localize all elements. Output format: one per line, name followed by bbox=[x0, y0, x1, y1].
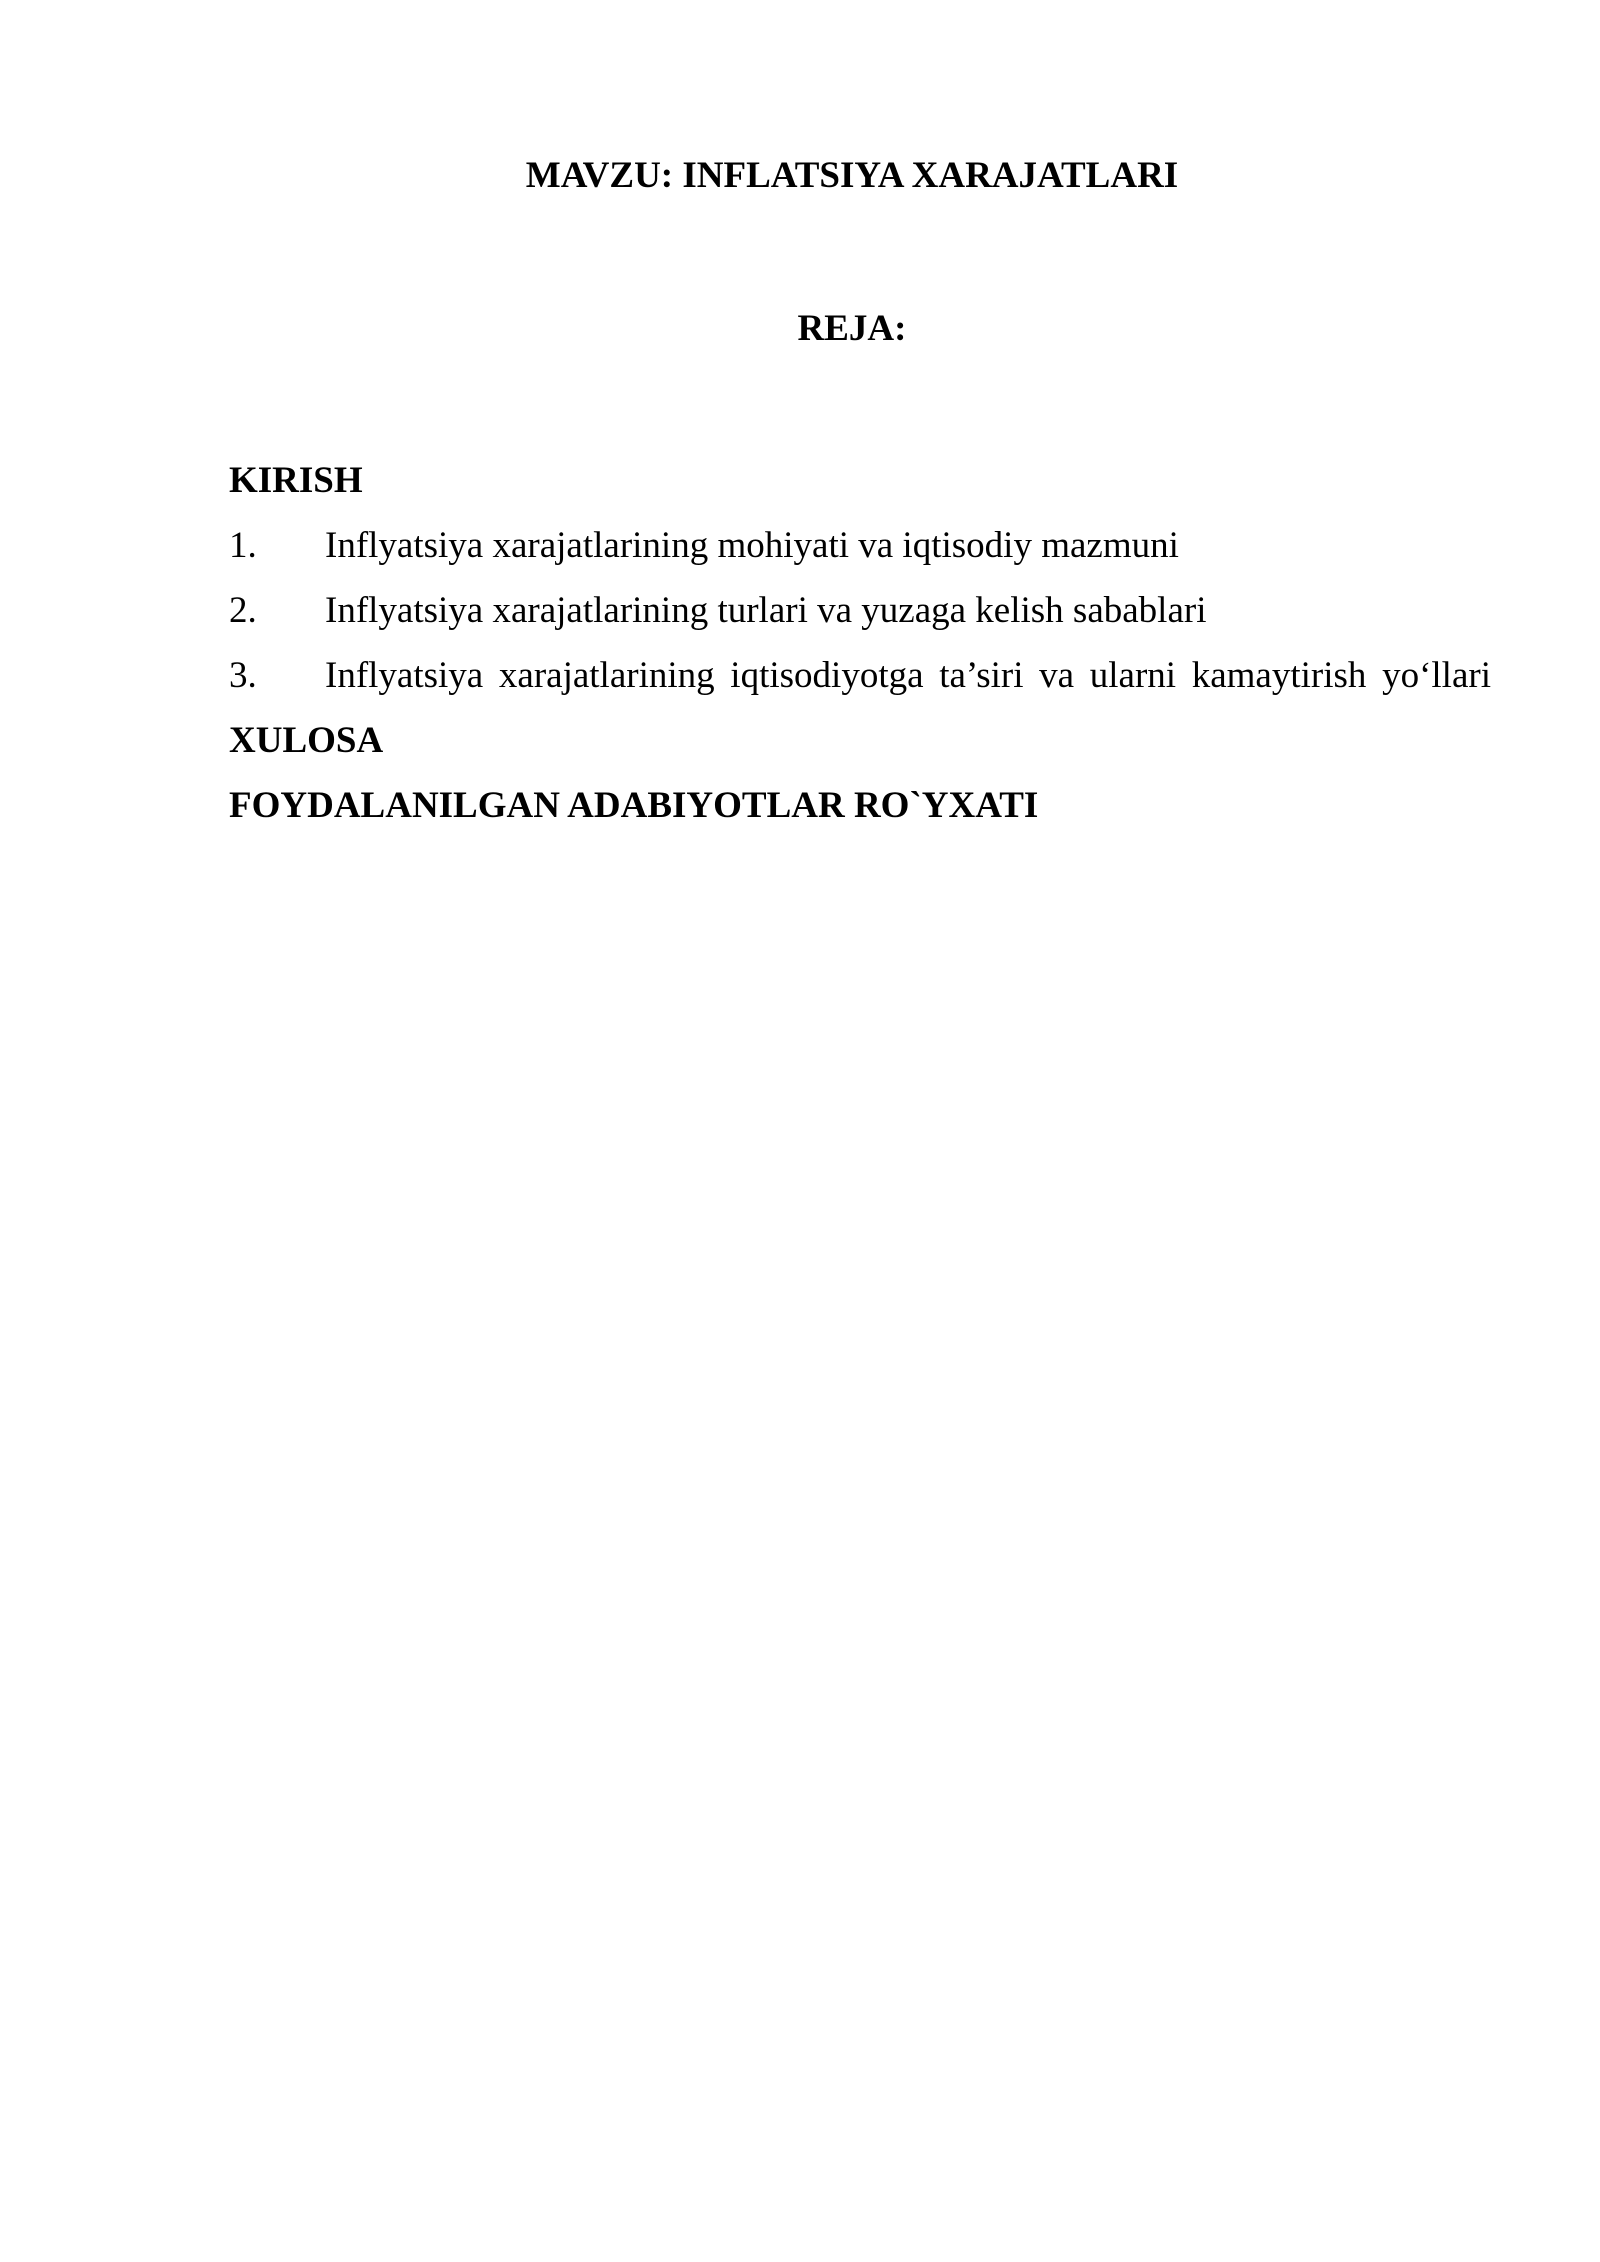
plan-item-text: Inflyatsiya xarajatlarining mohiyati va iqtisodiy mazmuni bbox=[325, 525, 1179, 566]
plan-list bbox=[229, 457, 1491, 847]
plan-item-number: 2. bbox=[229, 590, 257, 631]
plan-item-3 bbox=[229, 652, 1491, 700]
plan-item-number: 3. bbox=[229, 655, 257, 696]
plan-heading: REJA: bbox=[797, 308, 907, 349]
intro-heading: KIRISH bbox=[229, 460, 363, 501]
conclusion-heading: XULOSA bbox=[229, 720, 384, 761]
plan-item-1 bbox=[229, 522, 1491, 570]
document-title: MAVZU: INFLATSIYA XARAJATLARI bbox=[525, 155, 1179, 196]
plan-item-text: Inflyatsiya xarajatlarining iqtisodiyotga ta’siri va ularni kamaytirish yo‘llari bbox=[325, 655, 1491, 696]
plan-item-number: 1. bbox=[229, 525, 257, 566]
plan-item-2 bbox=[229, 587, 1491, 635]
references-heading: FOYDALANILGAN ADABIYOTLAR RO`YXATI bbox=[229, 785, 1039, 826]
plan-item-text: Inflyatsiya xarajatlarining turlari va yuzaga kelish sabablari bbox=[325, 590, 1207, 631]
